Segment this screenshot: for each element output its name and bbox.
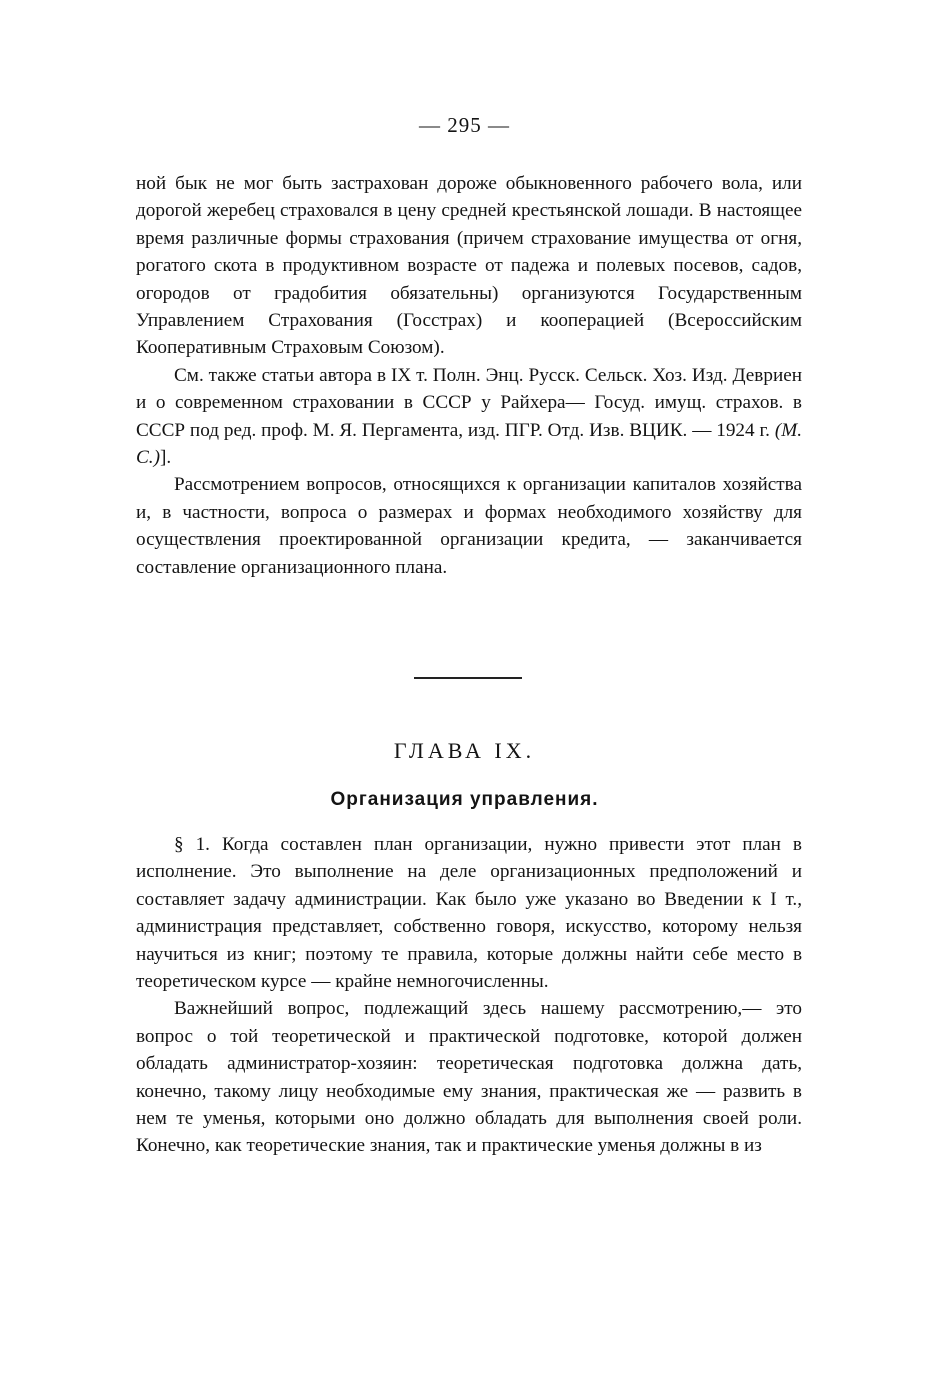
- page-number: — 295 —: [419, 113, 510, 137]
- paragraph-administration: § 1. Когда составлен план организации, нужно привести этот план в исполнение. Это выполнение на деле организационных предположений и составляет задачу администрации. Как было уже указано во Введении к I т., администрация представляет, собственно говоря, искусство, которому нельзя научиться из книг; поэтому те правила, которые должны найти себе место в теоретическом курсе — крайне немногочисленны.: [136, 834, 802, 993]
- section-divider: [414, 677, 522, 679]
- bottom-text-block: [136, 831, 802, 1160]
- section-title: Организация управления.: [330, 789, 599, 810]
- paragraph-insurance-continuation: ной бык не мог быть застрахован дороже обыкновенного рабочего вола, или дорогой жеребец страховался в цену средней крестьянской лошади. В настоящее время различные формы страхования (причем страхование имущества от огня, рогатого скота в продуктивном возрасте от падежа и полевых посевов, садов, огородов от градобития обязательны) организуются Государственным Управлением Страхования (Госстрах) и кооперацией (Всероссийским Кооперативным Страховым Союзом).: [136, 173, 802, 359]
- reference-close: ].: [159, 447, 172, 469]
- references-text: См. также статьи автора в IX т. Полн. Энц. Русск. Сельск. Хоз. Изд. Девриен и о современном страховании в СССР у Райхера— Госуд. имущ. страхов. в СССР под ред. проф. М. Я. Пергамента, изд. ПГР. Отд. Изв. ВЦИК. — 1924 г.: [136, 364, 802, 441]
- paragraph-capital-conclusion: Рассмотрением вопросов, относящихся к организации капиталов хозяйства и, в частности, вопроса о размерах и формах необходимого хозяйству для осуществления проектированной организации кредита, — заканчивается составление организационного плана.: [136, 474, 802, 578]
- author-initials: (М. С.): [136, 419, 802, 469]
- paragraph-references: [136, 362, 802, 472]
- paragraph-training: Важнейший вопрос, подлежащий здесь нашему рассмотрению,— это вопрос о той теоретической и практической подготовке, которой должен обладать администратор-хозяин: теоретическая подготовка должна дать, конечно, такому лицу необходимые ему знания, практическая же — развить в нем те уменья, которыми оно должно обладать для выполнения своей роли. Конечно, как теоретические знания, так и практические уменья должны в из: [136, 998, 802, 1157]
- top-text-block: [136, 170, 802, 581]
- chapter-title: ГЛАВА IX.: [393, 738, 536, 763]
